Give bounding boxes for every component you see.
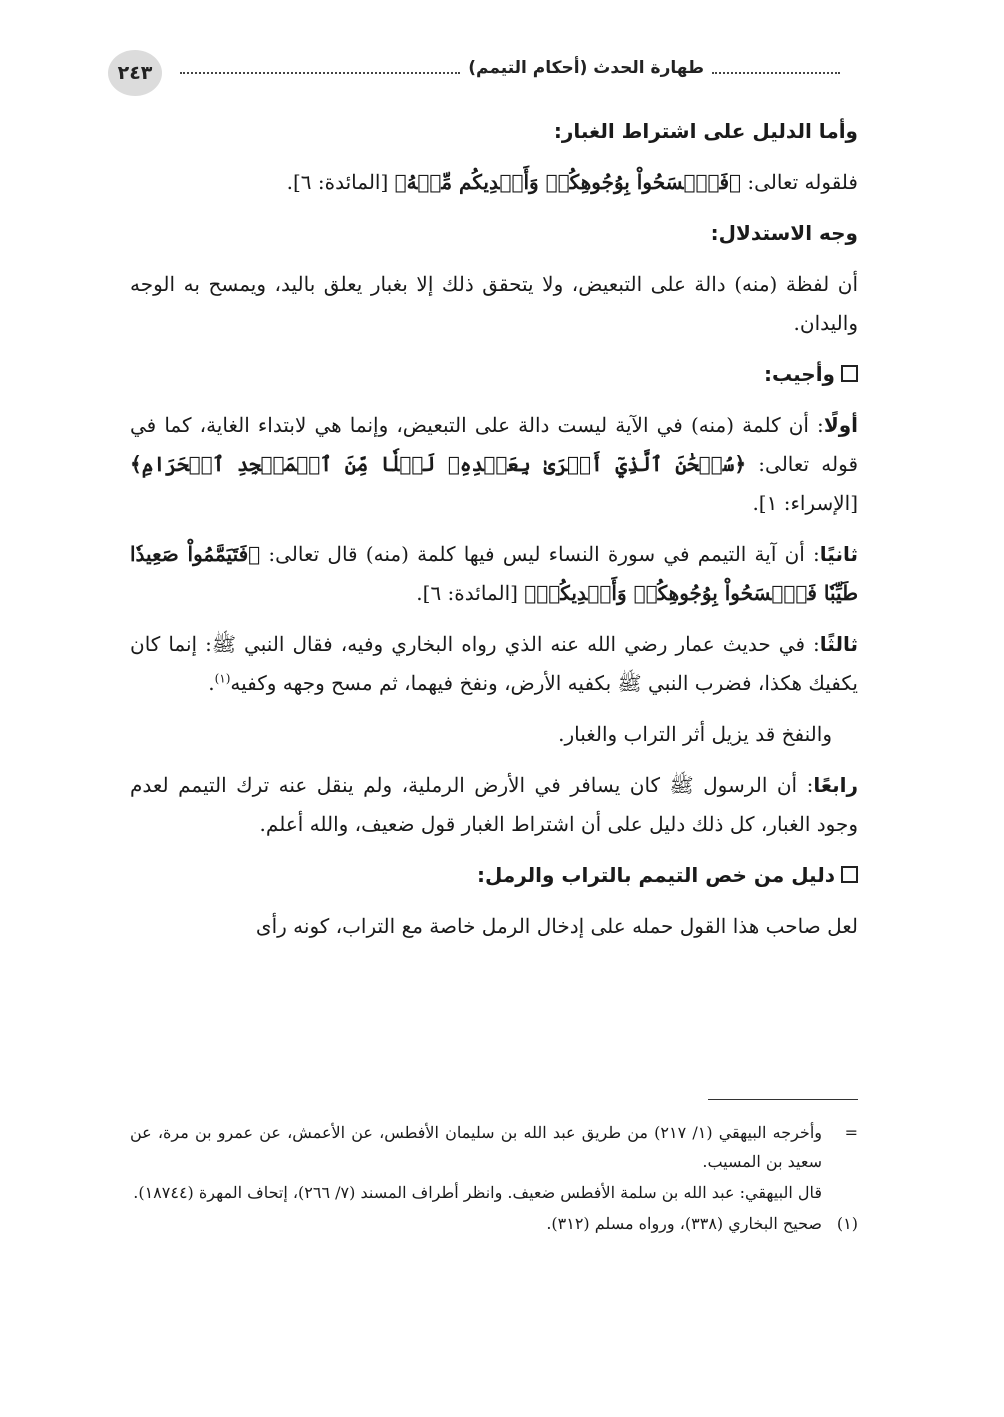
running-title: طهارة الحدث (أحكام التيمم) (468, 58, 704, 78)
quran-verse: ﴿سُبۡحَٰنَ ٱلَّذِيٓ أَسۡرَىٰ بِعَبۡدِهِۦ لَيۡلٗا مِّنَ ٱلۡمَسۡجِدِ ٱلۡحَرَامِ﴾ (130, 452, 747, 476)
heading-sand-text: دليل من خص التيمم بالتراب والرمل: (476, 863, 835, 887)
footnote-marker[interactable]: (١) (214, 671, 231, 686)
verse-reference: [الإسراء: ١]. (752, 491, 858, 515)
lead-word: رابعًا (813, 773, 858, 797)
quran-verse: ﴿فَتَيَمَّمُواْ صَعِيدٗا طَيِّبٗا فَٱمۡسَحُواْ بِوُجُوهِكُمۡ وَأَيۡدِيكُمۡ﴾ (130, 542, 858, 605)
continuation-mark: = (844, 1123, 858, 1142)
paragraph-inference: أن لفظة (منه) دالة على التبعيض، ولا يتحقق ذلك إلا بغبار يعلق باليد، ويمسح به الوجه واليدان. (130, 272, 859, 335)
paragraph-third (130, 625, 858, 703)
footnote-separator (708, 1099, 858, 1100)
text-end: . (208, 671, 215, 695)
header-dots-right (712, 62, 840, 74)
footnote-text: قال البيهقي: عبد الله بن سلمة الأفطس ضعيف. وانظر أطراف المسند (٧/ ٢٦٦)، إتحاف المهرة (١٨٧٤٤). (133, 1183, 822, 1202)
paragraph-blowing: والنفخ قد يزيل أثر التراب والغبار. (558, 722, 832, 746)
text: : أن كلمة (منه) في الآية ليست دالة على التبعيض، وإنما هي لابتداء الغاية، كما في قوله تعالى: (130, 413, 859, 476)
heading-answer (130, 355, 858, 394)
quran-verse: ﴿فَٱمۡسَحُواْ بِوُجُوهِكُمۡ وَأَيۡدِيكُم مِّنۡهُ﴾ (394, 170, 742, 194)
heading-inference: وجه الاستدلال: (710, 221, 858, 245)
lead-word: أولًا (823, 413, 858, 437)
page-header (108, 50, 848, 96)
lead-word: ثانيًا (819, 542, 858, 566)
footnotes (130, 1118, 858, 1240)
heading-evidence: وأما الدليل على اشتراط الغبار: (553, 119, 858, 143)
text: : أن آية التيمم في سورة النساء ليس فيها كلمة (منه) قال تعالى: (260, 542, 820, 566)
paragraph-first (130, 406, 858, 523)
paragraph-sand: لعل صاحب هذا القول حمله على إدخال الرمل خاصة مع التراب، كونه رأى (255, 914, 858, 938)
paragraph-fourth (130, 766, 858, 844)
checkbox-square-icon (841, 365, 858, 382)
text: فلقوله تعالى: (741, 170, 858, 194)
footnote-continuation-2 (130, 1178, 858, 1207)
footnote-1 (130, 1209, 858, 1238)
heading-sand-evidence (130, 856, 858, 895)
header-dots-left (180, 62, 460, 74)
verse-reference: [المائدة: ٦]. (286, 170, 395, 194)
footnote-number: (١) (836, 1214, 858, 1233)
footnote-continuation (130, 1118, 858, 1176)
verse-reference: [المائدة: ٦]. (416, 581, 525, 605)
lead-word: ثالثًا (819, 632, 858, 656)
text: : أن الرسول ﷺ كان يسافر في الأرض الرملية، ولم ينقل عنه ترك التيمم لعدم وجود الغبار، كل ذلك دليل على أن اشتراط الغبار قول ضعيف، والله أعلم. (130, 773, 858, 836)
main-text (130, 112, 858, 958)
paragraph-second (130, 535, 858, 613)
heading-answer-text: وأجيب: (763, 362, 835, 386)
text: : في حديث عمار رضي الله عنه الذي رواه البخاري وفيه، فقال النبي ﷺ: إنما كان يكفيك هكذا، فضرب النبي ﷺ بكفيه الأرض، ونفخ فيهما، ثم مسح وجهه وكفيه (130, 632, 858, 695)
page-number: ٢٤٣ (108, 50, 162, 96)
footnote-text: وأخرجه البيهقي (١/ ٢١٧) من طريق عبد الله بن سليمان الأفطس، عن الأعمش، عن عمرو بن مرة، عن سعيد بن المسيب. (130, 1123, 822, 1171)
checkbox-square-icon (841, 866, 858, 883)
running-title-bar (172, 58, 848, 78)
footnote-text: صحيح البخاري (٣٣٨)، ورواه مسلم (٣١٢). (546, 1214, 822, 1233)
paragraph-quran-maidah (130, 163, 858, 202)
